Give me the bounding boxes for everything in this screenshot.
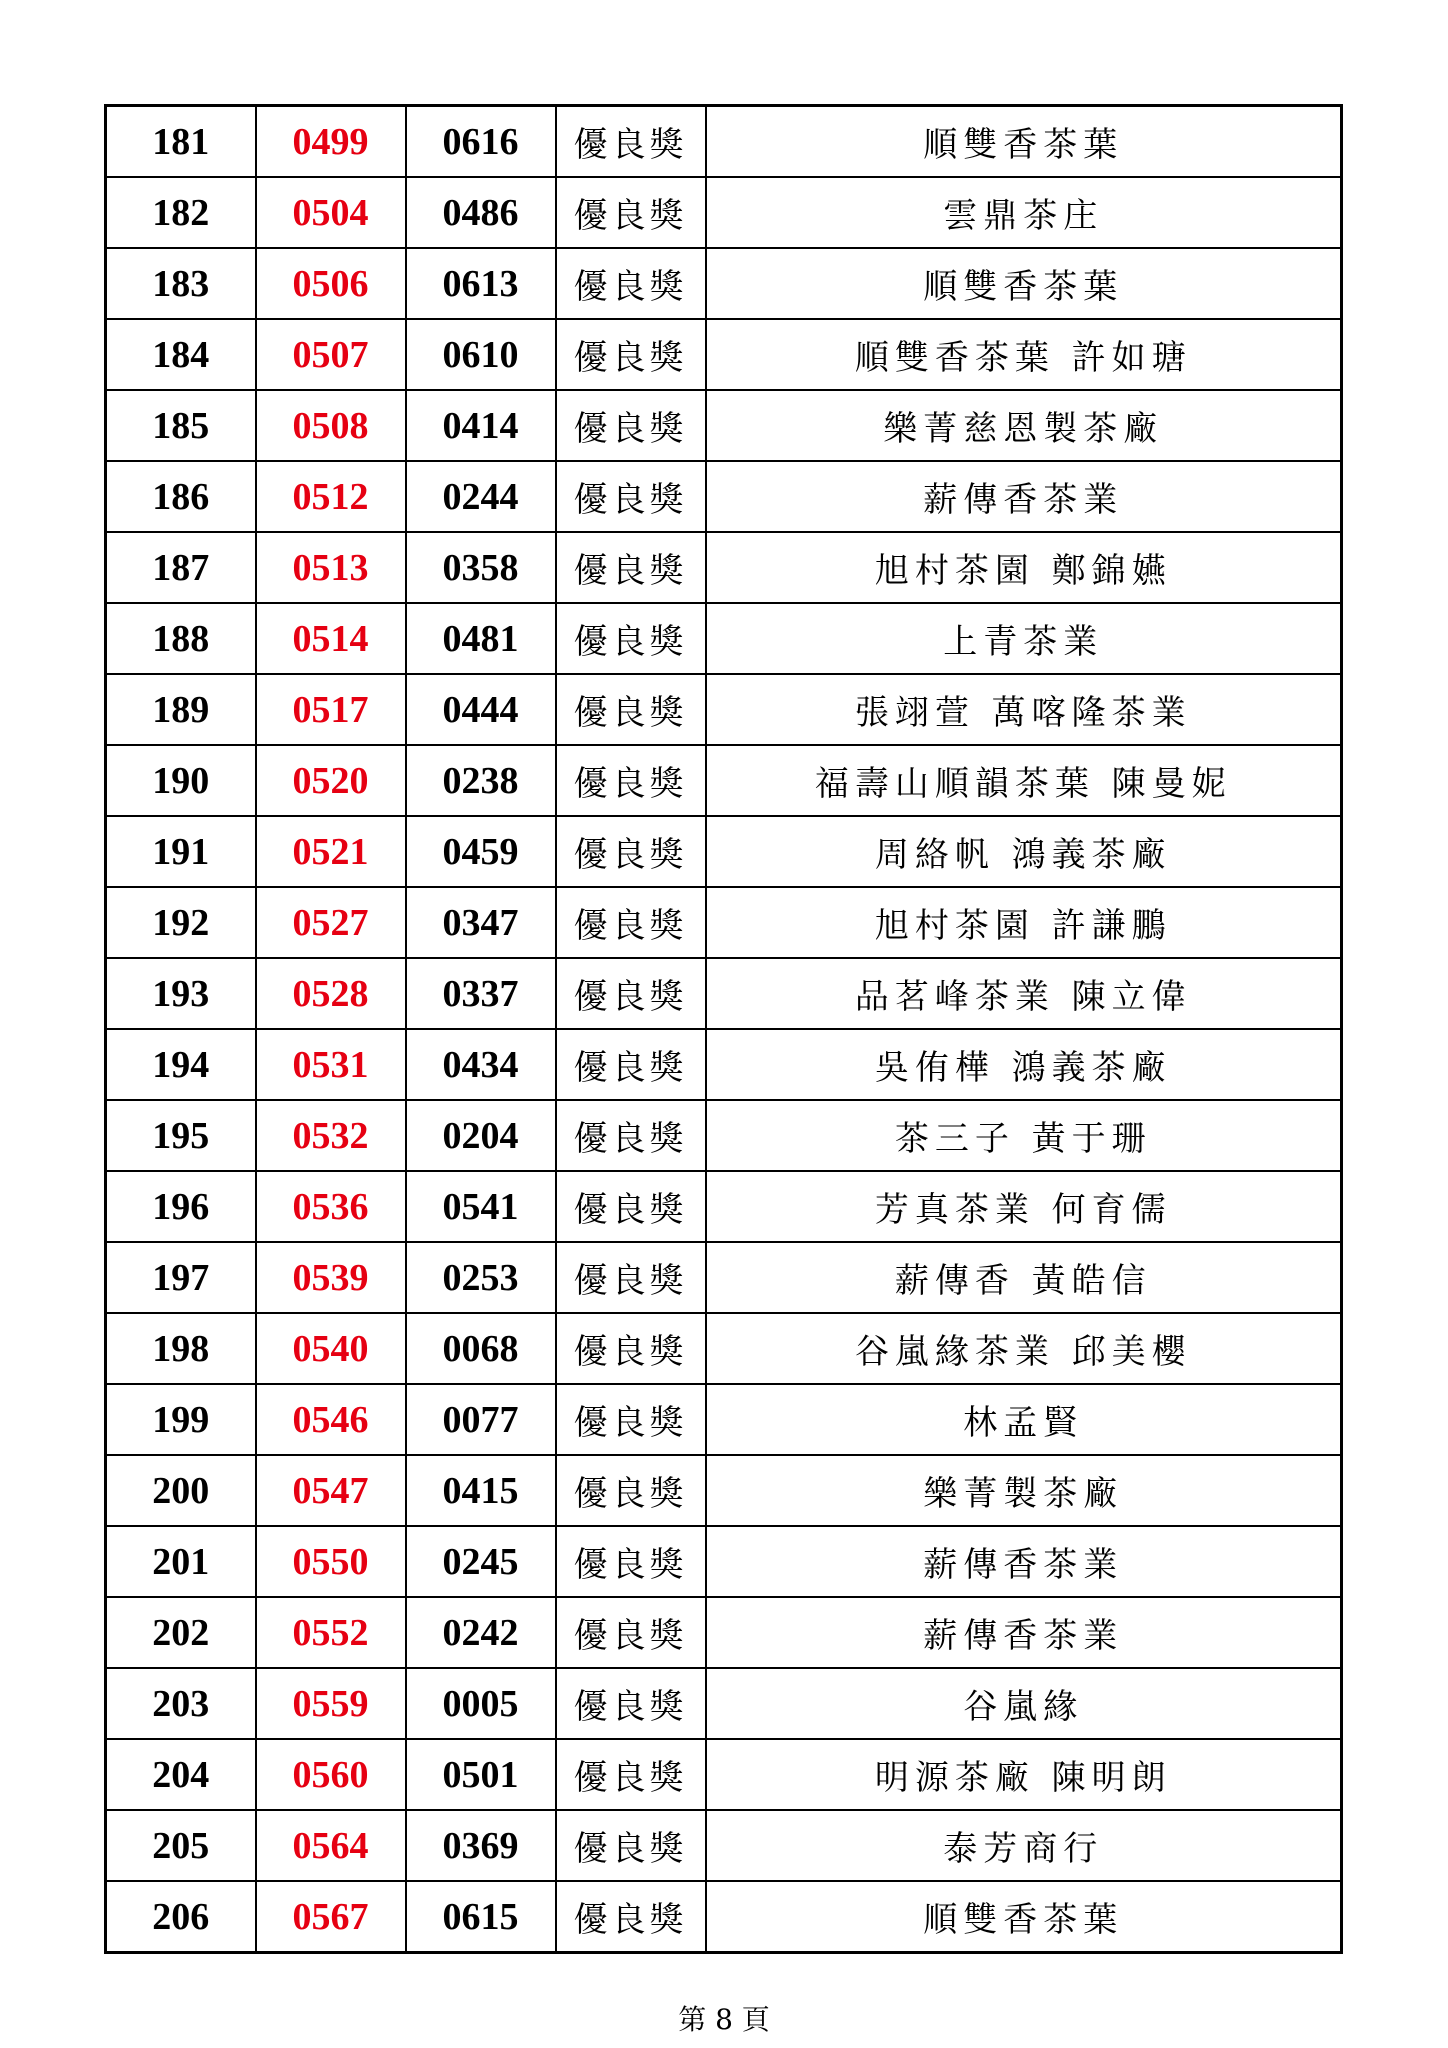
- winner-name-cell: 谷嵐緣: [706, 1668, 1342, 1739]
- award-cell: 優良獎: [556, 1881, 706, 1953]
- award-cell: 優良獎: [556, 532, 706, 603]
- award-cell: 優良獎: [556, 1100, 706, 1171]
- table-row: [106, 1455, 1342, 1526]
- entry-number-cell: 0513: [256, 532, 406, 603]
- table-row: [106, 532, 1342, 603]
- winner-name-cell: 雲鼎茶庄: [706, 177, 1342, 248]
- award-cell: 優良獎: [556, 1739, 706, 1810]
- award-cell: 優良獎: [556, 177, 706, 248]
- sample-code-cell: 0415: [406, 1455, 556, 1526]
- entry-number-cell: 0559: [256, 1668, 406, 1739]
- sample-code-cell: 0613: [406, 248, 556, 319]
- winner-name-cell: 順雙香茶葉: [706, 106, 1342, 178]
- winner-name-cell: 上青茶業: [706, 603, 1342, 674]
- sample-code-cell: 0616: [406, 106, 556, 178]
- rank-cell: 201: [106, 1526, 256, 1597]
- rank-cell: 191: [106, 816, 256, 887]
- entry-number-cell: 0506: [256, 248, 406, 319]
- award-cell: 優良獎: [556, 674, 706, 745]
- entry-number-cell: 0539: [256, 1242, 406, 1313]
- entry-number-cell: 0567: [256, 1881, 406, 1953]
- winner-name-cell: 明源茶廠 陳明朗: [706, 1739, 1342, 1810]
- table-row: [106, 1029, 1342, 1100]
- table-row: [106, 1100, 1342, 1171]
- table-row: [106, 177, 1342, 248]
- entry-number-cell: 0508: [256, 390, 406, 461]
- rank-cell: 184: [106, 319, 256, 390]
- table-row: [106, 248, 1342, 319]
- sample-code-cell: 0369: [406, 1810, 556, 1881]
- winner-name-cell: 芳真茶業 何育儒: [706, 1171, 1342, 1242]
- table-row: [106, 958, 1342, 1029]
- sample-code-cell: 0459: [406, 816, 556, 887]
- sample-code-cell: 0541: [406, 1171, 556, 1242]
- rank-cell: 183: [106, 248, 256, 319]
- award-cell: 優良獎: [556, 1242, 706, 1313]
- entry-number-cell: 0527: [256, 887, 406, 958]
- rank-cell: 187: [106, 532, 256, 603]
- entry-number-cell: 0564: [256, 1810, 406, 1881]
- sample-code-cell: 0253: [406, 1242, 556, 1313]
- rank-cell: 181: [106, 106, 256, 178]
- winner-name-cell: 旭村茶園 鄭錦嬿: [706, 532, 1342, 603]
- winner-name-cell: 品茗峰茶業 陳立偉: [706, 958, 1342, 1029]
- winner-name-cell: 薪傳香茶業: [706, 1597, 1342, 1668]
- rank-cell: 202: [106, 1597, 256, 1668]
- table-row: [106, 1881, 1342, 1953]
- table-row: [106, 816, 1342, 887]
- award-cell: 優良獎: [556, 1668, 706, 1739]
- sample-code-cell: 0501: [406, 1739, 556, 1810]
- sample-code-cell: 0615: [406, 1881, 556, 1953]
- rank-cell: 200: [106, 1455, 256, 1526]
- entry-number-cell: 0552: [256, 1597, 406, 1668]
- winner-name-cell: 順雙香茶葉 許如瑭: [706, 319, 1342, 390]
- award-cell: 優良獎: [556, 958, 706, 1029]
- rank-cell: 199: [106, 1384, 256, 1455]
- table-row: [106, 1313, 1342, 1384]
- award-table-body: [106, 106, 1342, 1953]
- rank-cell: 206: [106, 1881, 256, 1953]
- rank-cell: 192: [106, 887, 256, 958]
- table-row: [106, 603, 1342, 674]
- rank-cell: 203: [106, 1668, 256, 1739]
- winner-name-cell: 福壽山順韻茶葉 陳曼妮: [706, 745, 1342, 816]
- winner-name-cell: 旭村茶園 許謙鵬: [706, 887, 1342, 958]
- table-row: [106, 1171, 1342, 1242]
- entry-number-cell: 0499: [256, 106, 406, 178]
- rank-cell: 198: [106, 1313, 256, 1384]
- winner-name-cell: 薪傳香 黃皓信: [706, 1242, 1342, 1313]
- rank-cell: 197: [106, 1242, 256, 1313]
- award-cell: 優良獎: [556, 319, 706, 390]
- entry-number-cell: 0532: [256, 1100, 406, 1171]
- table-row: [106, 390, 1342, 461]
- award-cell: 優良獎: [556, 106, 706, 178]
- entry-number-cell: 0514: [256, 603, 406, 674]
- winner-name-cell: 薪傳香茶業: [706, 1526, 1342, 1597]
- winner-name-cell: 泰芳商行: [706, 1810, 1342, 1881]
- award-cell: 優良獎: [556, 1810, 706, 1881]
- rank-cell: 182: [106, 177, 256, 248]
- table-row: [106, 461, 1342, 532]
- entry-number-cell: 0550: [256, 1526, 406, 1597]
- table-row: [106, 319, 1342, 390]
- award-cell: 優良獎: [556, 816, 706, 887]
- winner-name-cell: 薪傳香茶業: [706, 461, 1342, 532]
- award-cell: 優良獎: [556, 603, 706, 674]
- entry-number-cell: 0521: [256, 816, 406, 887]
- winner-name-cell: 周絡帆 鴻義茶廠: [706, 816, 1342, 887]
- award-cell: 優良獎: [556, 461, 706, 532]
- table-row: [106, 745, 1342, 816]
- award-cell: 優良獎: [556, 1384, 706, 1455]
- entry-number-cell: 0540: [256, 1313, 406, 1384]
- entry-number-cell: 0507: [256, 319, 406, 390]
- entry-number-cell: 0560: [256, 1739, 406, 1810]
- sample-code-cell: 0610: [406, 319, 556, 390]
- award-cell: 優良獎: [556, 1029, 706, 1100]
- winner-name-cell: 林孟賢: [706, 1384, 1342, 1455]
- award-cell: 優良獎: [556, 248, 706, 319]
- table-row: [106, 887, 1342, 958]
- entry-number-cell: 0546: [256, 1384, 406, 1455]
- sample-code-cell: 0238: [406, 745, 556, 816]
- rank-cell: 185: [106, 390, 256, 461]
- entry-number-cell: 0512: [256, 461, 406, 532]
- award-cell: 優良獎: [556, 1313, 706, 1384]
- sample-code-cell: 0244: [406, 461, 556, 532]
- sample-code-cell: 0486: [406, 177, 556, 248]
- entry-number-cell: 0536: [256, 1171, 406, 1242]
- sample-code-cell: 0077: [406, 1384, 556, 1455]
- sample-code-cell: 0068: [406, 1313, 556, 1384]
- sample-code-cell: 0444: [406, 674, 556, 745]
- table-row: [106, 1810, 1342, 1881]
- award-cell: 優良獎: [556, 887, 706, 958]
- sample-code-cell: 0242: [406, 1597, 556, 1668]
- rank-cell: 190: [106, 745, 256, 816]
- sample-code-cell: 0414: [406, 390, 556, 461]
- entry-number-cell: 0520: [256, 745, 406, 816]
- rank-cell: 193: [106, 958, 256, 1029]
- rank-cell: 186: [106, 461, 256, 532]
- entry-number-cell: 0547: [256, 1455, 406, 1526]
- sample-code-cell: 0337: [406, 958, 556, 1029]
- award-cell: 優良獎: [556, 1526, 706, 1597]
- page-number: 第 8 頁: [678, 2003, 770, 2036]
- rank-cell: 188: [106, 603, 256, 674]
- winner-name-cell: 張翊萱 萬喀隆茶業: [706, 674, 1342, 745]
- winner-name-cell: 樂菁製茶廠: [706, 1455, 1342, 1526]
- entry-number-cell: 0517: [256, 674, 406, 745]
- winner-name-cell: 茶三子 黃于珊: [706, 1100, 1342, 1171]
- rank-cell: 205: [106, 1810, 256, 1881]
- table-row: [106, 1668, 1342, 1739]
- rank-cell: 195: [106, 1100, 256, 1171]
- table-row: [106, 1242, 1342, 1313]
- sample-code-cell: 0481: [406, 603, 556, 674]
- award-cell: 優良獎: [556, 1455, 706, 1526]
- winner-name-cell: 吳侑樺 鴻義茶廠: [706, 1029, 1342, 1100]
- table-row: [106, 1597, 1342, 1668]
- award-cell: 優良獎: [556, 1171, 706, 1242]
- entry-number-cell: 0504: [256, 177, 406, 248]
- table-row: [106, 1384, 1342, 1455]
- table-row: [106, 674, 1342, 745]
- rank-cell: 204: [106, 1739, 256, 1810]
- winner-name-cell: 樂菁慈恩製茶廠: [706, 390, 1342, 461]
- winner-name-cell: 順雙香茶葉: [706, 1881, 1342, 1953]
- winner-name-cell: 順雙香茶葉: [706, 248, 1342, 319]
- sample-code-cell: 0204: [406, 1100, 556, 1171]
- sample-code-cell: 0245: [406, 1526, 556, 1597]
- award-cell: 優良獎: [556, 390, 706, 461]
- table-row: [106, 106, 1342, 178]
- table-row: [106, 1526, 1342, 1597]
- sample-code-cell: 0347: [406, 887, 556, 958]
- entry-number-cell: 0531: [256, 1029, 406, 1100]
- award-table: [104, 104, 1343, 1954]
- award-cell: 優良獎: [556, 1597, 706, 1668]
- rank-cell: 189: [106, 674, 256, 745]
- award-cell: 優良獎: [556, 745, 706, 816]
- sample-code-cell: 0358: [406, 532, 556, 603]
- table-row: [106, 1739, 1342, 1810]
- sample-code-cell: 0005: [406, 1668, 556, 1739]
- rank-cell: 196: [106, 1171, 256, 1242]
- rank-cell: 194: [106, 1029, 256, 1100]
- entry-number-cell: 0528: [256, 958, 406, 1029]
- sample-code-cell: 0434: [406, 1029, 556, 1100]
- winner-name-cell: 谷嵐緣茶業 邱美櫻: [706, 1313, 1342, 1384]
